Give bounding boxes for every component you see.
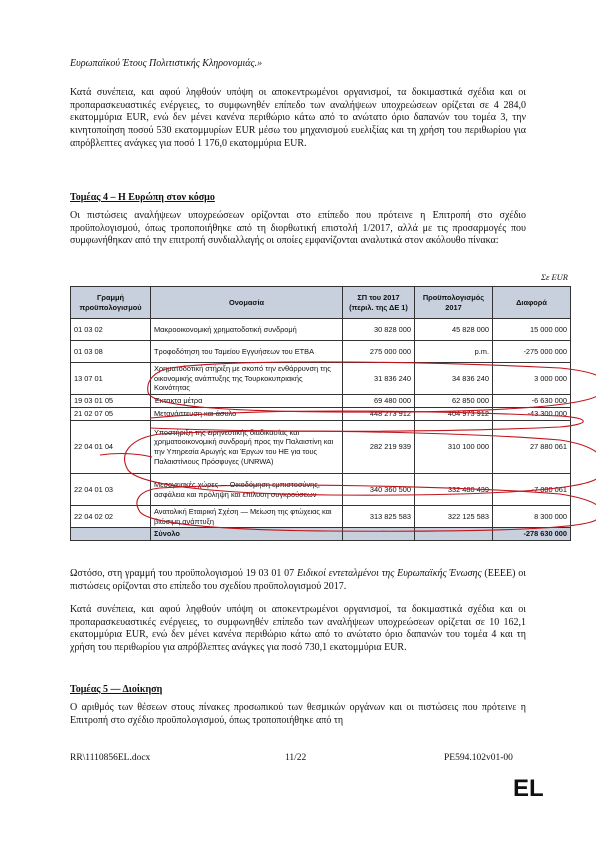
cell-diff: 15 000 000 <box>493 319 571 341</box>
cell-db: 448 273 912 <box>343 408 415 421</box>
paragraph-3: Ωστόσο, στη γραμμή του προϋπολογισμού 19 03 01 07 Ειδικοί εντεταλμένοι της Ευρωπαϊκής Ένωσης (ΕΕΕΕ) οι πιστώσεις ορίζονται στο επίπεδο του σχεδίου προϋπολογισμού 2017. <box>70 568 526 592</box>
cell-line: 22 04 02 02 <box>71 506 151 528</box>
cell-name: Μακροοικονομική χρηματοδοτική συνδρομή <box>151 319 343 341</box>
table-row <box>71 506 571 528</box>
cell-diff: 27 880 061 <box>493 421 571 474</box>
cell-diff: 8 300 000 <box>493 506 571 528</box>
cell-budget: 322 125 583 <box>415 506 493 528</box>
cell-budget: 404 973 912 <box>415 408 493 421</box>
col-header-name: Ονομασία <box>151 287 343 319</box>
table-row <box>71 421 571 474</box>
col-header-diff: Διαφορά <box>493 287 571 319</box>
cell-name: Τροφοδότηση του Ταμείου Εγγυήσεων του ΕΤΒΑ <box>151 341 343 363</box>
total-label: Σύνολο <box>151 528 343 541</box>
table-row <box>71 319 571 341</box>
heading-sector-4: Τομέας 4 – Η Ευρώπη στον κόσμο <box>70 192 215 203</box>
col-header-db: ΣΠ του 2017 (περιλ. της ΔΕ 1) <box>343 287 415 319</box>
total-row <box>71 528 571 541</box>
cell-db: 340 360 500 <box>343 474 415 506</box>
currency-unit: Σε EUR <box>540 272 568 282</box>
cell-budget: 34 836 240 <box>415 363 493 395</box>
cell-db: 69 480 000 <box>343 395 415 408</box>
cell-line: 13 07 01 <box>71 363 151 395</box>
cell-db: 282 219 939 <box>343 421 415 474</box>
cell-diff: -7 880 061 <box>493 474 571 506</box>
cell-name: Έκτακτα μέτρα <box>151 395 343 408</box>
table-row <box>71 395 571 408</box>
cell-diff: -275 000 000 <box>493 341 571 363</box>
cell-name: Υποστήριξη της ειρηνευτικής διαδικασίας και χρηματοοικονομική συνδρομή προς την Παλαιστίνη και την Υπηρεσία Αρωγής και Έργων του ΗΕ για τους Παλαιστίνιους Πρόσφυγες (UNRWA) <box>151 421 343 474</box>
eusr-term: Ειδικοί εντεταλμένοι της Ευρωπαϊκής Ένωσης <box>296 568 482 579</box>
paragraph-2: Οι πιστώσεις αναλήψεων υποχρεώσεων ορίζονται στο επίπεδο που πρότεινε η Επιτροπή στο σχέδιο προϋπολογισμού, όπως τροποποιήθηκε από τη διορθωτική επιστολή 1/2017, αλλά με τις προσαρμογές που συμφωνήθηκαν από την επιτροπή συνδιαλλαγής οι οποίες εμφανίζονται αναλυτικά στον ακόλουθο πίνακα: <box>70 210 526 247</box>
table-row <box>71 341 571 363</box>
cell-name: Μεσογειακές χώρες — Οικοδόμηση εμπιστοσύνης, ασφάλεια και πρόληψη και επίλυση συγκρούσεων <box>151 474 343 506</box>
cell-diff: -6 630 000 <box>493 395 571 408</box>
cell-budget: 45 828 000 <box>415 319 493 341</box>
cell-budget: p.m. <box>415 341 493 363</box>
paragraph-5: Ο αριθμός των θέσεων στους πίνακες προσωπικού των θεσμικών οργάνων και οι πιστώσεις που πρότεινε η Επιτροπή στο σχέδιο προϋπολογισμού, όπως τροποποιήθηκε από τη <box>70 702 526 726</box>
paragraph-1: Κατά συνέπεια, και αφού ληφθούν υπόψη οι αποκεντρωμένοι οργανισμοί, τα δοκιμαστικά σχέδια και οι προπαρασκευαστικές ενέργειες, το συμφωνηθέν επίπεδο των αναλήψεων υποχρεώσεων ορίζεται σε 4 284,0 εκατομμύρια EUR, ενώ δεν μένει κανένα περιθώριο κάτω από το ανώτατο όριο δαπανών του τομέα 3, την κινητοποίηση ποσού 530 εκατομμυρίων EUR μέσω του μηχανισμού ευελιξίας και τη χρήση του περιθωρίου για απρόβλεπτες ανάγκες για ποσό 1 176,0 εκατομμύρια EUR. <box>70 87 526 149</box>
cell-line: 19 03 01 05 <box>71 395 151 408</box>
table-row <box>71 474 571 506</box>
paragraph-4: Κατά συνέπεια, και αφού ληφθούν υπόψη οι αποκεντρωμένοι οργανισμοί, τα δοκιμαστικά σχέδια και οι προπαρασκευαστικές ενέργειες, το συμφωνηθέν επίπεδο των αναλήψεων υποχρεώσεων ορίζεται σε 10 162,1 εκατομμύρια EUR, ενώ δεν μένει κανένα περιθώριο κάτω από το ανώτατο όριο δαπανών του τομέα 4 και τη χρήση του περιθωρίου για απρόβλεπτες ανάγκες για ποσό 730,1 εκατομμύρια EUR. <box>70 604 526 654</box>
cell-budget: 332 480 439 <box>415 474 493 506</box>
table-header-row <box>71 287 571 319</box>
footer-page-number: 11/22 <box>285 753 307 763</box>
total-value: -278 630 000 <box>493 528 571 541</box>
col-header-line: Γραμμή προϋπολογισμού <box>71 287 151 319</box>
cell-budget: 310 100 000 <box>415 421 493 474</box>
col-header-budget: Προϋπολογισμός 2017 <box>415 287 493 319</box>
footer-document-ref: RR\1110856EL.docx <box>70 753 151 763</box>
cell-budget: 62 850 000 <box>415 395 493 408</box>
table-row <box>71 408 571 421</box>
cell-line: 22 04 01 03 <box>71 474 151 506</box>
footer-pe-number: PE594.102v01-00 <box>444 753 513 763</box>
budget-table <box>70 286 571 541</box>
cell-db: 30 828 000 <box>343 319 415 341</box>
cell-line: 01 03 02 <box>71 319 151 341</box>
table-row <box>71 363 571 395</box>
cell-db: 313 825 583 <box>343 506 415 528</box>
cell-db: 275 000 000 <box>343 341 415 363</box>
cell-db: 31 836 240 <box>343 363 415 395</box>
cell-line: 01 03 08 <box>71 341 151 363</box>
language-badge: EL <box>513 775 544 802</box>
intro-line: Ευρωπαϊκού Έτους Πολιτιστικής Κληρονομιάς.» <box>70 58 263 69</box>
cell-diff: 3 000 000 <box>493 363 571 395</box>
cell-line: 22 04 01 04 <box>71 421 151 474</box>
heading-sector-5: Τομέας 5 — Διοίκηση <box>70 684 163 695</box>
cell-line: 21 02 07 05 <box>71 408 151 421</box>
cell-diff: -43 300 000 <box>493 408 571 421</box>
cell-name: Ανατολική Εταιρική Σχέση — Μείωση της φτώχειας και βιώσιμη ανάπτυξη <box>151 506 343 528</box>
cell-name: Μετανάστευση και άσυλο <box>151 408 343 421</box>
cell-name: Χρηματοδοτική στήριξη με σκοπό την ενθάρρυνση της οικονομικής ανάπτυξης της Τουρκοκυπριακής Κοινότητας <box>151 363 343 395</box>
